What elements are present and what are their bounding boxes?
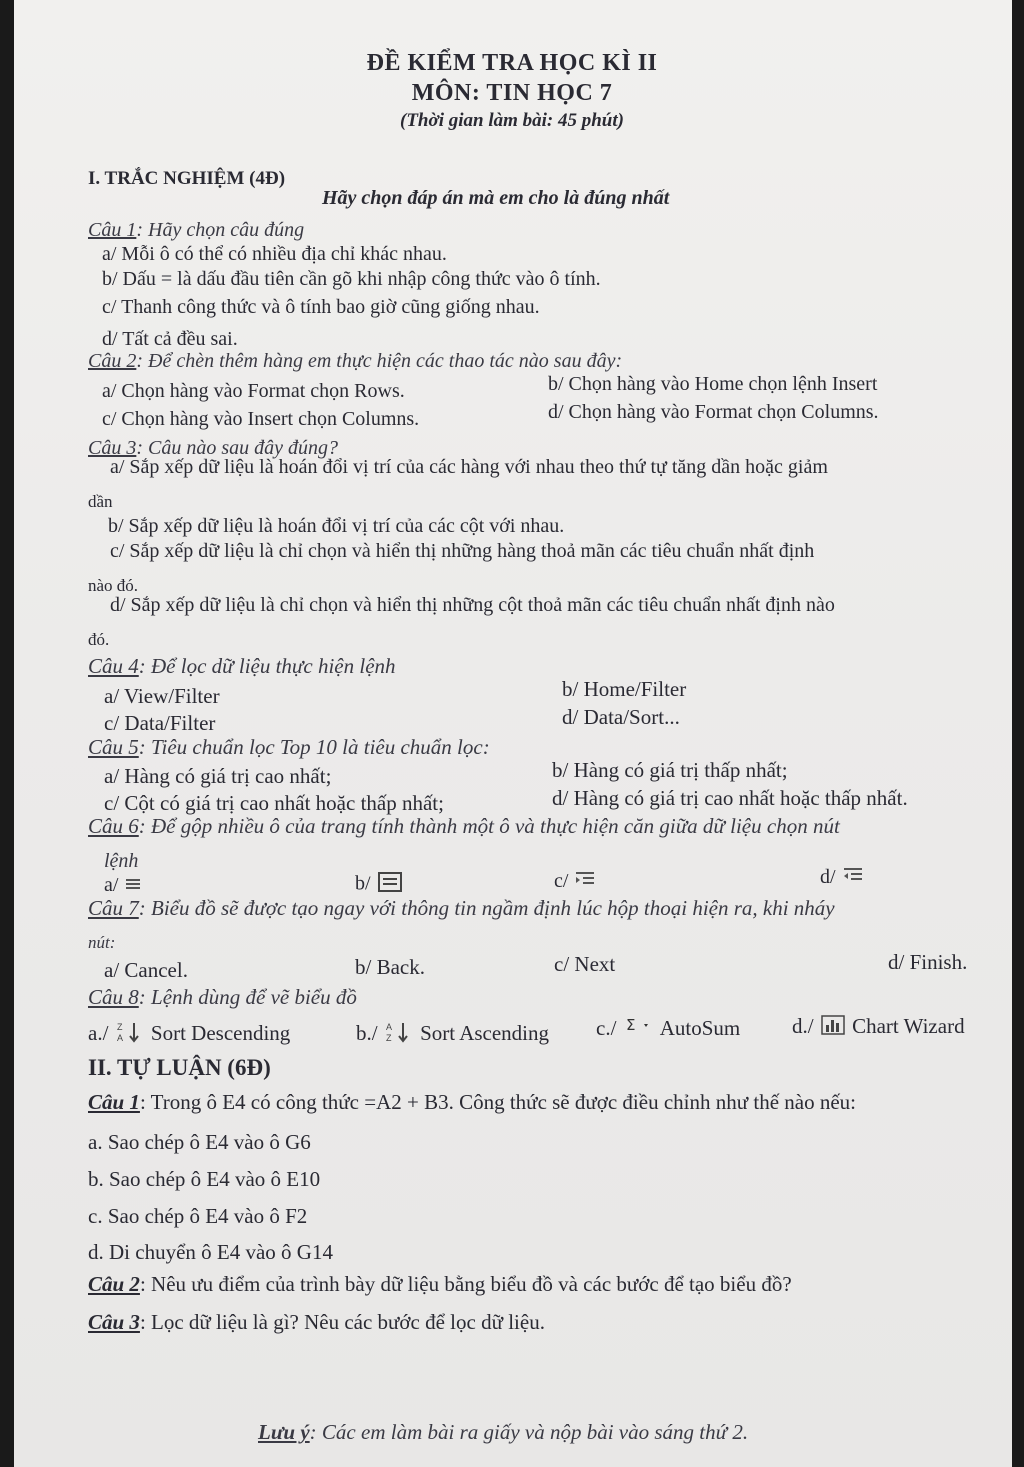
svg-text:Z: Z: [385, 1033, 392, 1043]
q7-prompt-line2: nút:: [88, 933, 116, 952]
q7-option-b: b/ Back.: [355, 955, 425, 979]
essay-q3-prompt: [88, 1310, 545, 1335]
part1-title: I. TRẮC NGHIỆM (4Đ): [88, 168, 286, 189]
q8-option-a-text: Sort Descending: [150, 1020, 291, 1045]
q4-option-a: a/ View/Filter: [104, 684, 220, 708]
essay-q1-prompt: [88, 1090, 856, 1115]
svg-text:Z: Z: [116, 1022, 123, 1032]
autosum-icon: [624, 1016, 654, 1044]
q2-option-b: b/ Chọn hàng vào Home chọn lệnh Insert: [548, 373, 878, 395]
q1-prompt: [88, 219, 304, 242]
q8-option-d: [792, 1014, 965, 1041]
q8-option-a: [88, 1020, 290, 1050]
q3-option-a-line2: dần: [88, 492, 113, 511]
q3-option-c-line1: c/ Sắp xếp dữ liệu là chỉ chọn và hiển thị những hàng thoả mãn các tiêu chuẩn nhất định: [110, 540, 815, 562]
q3-option-d-line1: d/ Sắp xếp dữ liệu là chỉ chọn và hiển thị những cột thoả mãn các tiêu chuẩn nhất định nào: [110, 594, 835, 616]
q8-option-b-label: b./: [356, 1020, 378, 1045]
q6-option-b: [355, 872, 404, 898]
q3-label: Câu 3: [88, 437, 137, 459]
q6-prompt-line2: lệnh: [104, 850, 139, 872]
q6-option-d: [820, 866, 867, 890]
q4-label: Câu 4: [88, 654, 139, 678]
q1-option-a: a/ Mỗi ô có thể có nhiều địa chỉ khác nhau.: [102, 243, 447, 265]
q6-label: Câu 6: [88, 814, 139, 838]
q4-prompt: [88, 654, 396, 679]
decrease-indent-icon: [843, 866, 865, 890]
footer-note-text: : Các em làm bài ra giấy và nộp bài vào sáng thứ 2.: [309, 1420, 749, 1444]
essay-q1-part-d: d. Di chuyển ô E4 vào ô G14: [88, 1240, 333, 1264]
increase-indent-icon: [575, 870, 597, 894]
align-lines-icon: [125, 875, 143, 898]
q7-prompt: [88, 896, 835, 921]
essay-q1-part-c: c. Sao chép ô E4 vào ô F2: [88, 1204, 308, 1228]
q8-prompt: [88, 985, 357, 1010]
q5-option-a: a/ Hàng có giá trị cao nhất;: [104, 764, 332, 788]
q8-option-c-label: c./: [596, 1016, 617, 1040]
q5-prompt: [88, 735, 490, 760]
q8-option-a-label: a./: [88, 1020, 109, 1045]
q1-label: Câu 1: [88, 219, 137, 241]
essay-q1-part-b: b. Sao chép ô E4 vào ô E10: [88, 1167, 321, 1191]
q2-option-d: d/ Chọn hàng vào Format chọn Columns.: [548, 401, 879, 423]
q8-option-c: [596, 1016, 740, 1044]
q6-option-c-label: c/: [554, 870, 569, 892]
q6-option-c: [554, 870, 599, 894]
q2-prompt: [88, 350, 622, 373]
q6-option-b-label: b/: [355, 872, 371, 895]
q2-option-c: c/ Chọn hàng vào Insert chọn Columns.: [102, 408, 420, 430]
q7-option-d: d/ Finish.: [888, 950, 968, 974]
essay-q1-label: Câu 1: [88, 1090, 140, 1114]
sort-descending-icon: [116, 1020, 144, 1050]
q8-option-b-text: Sort Ascending: [420, 1020, 550, 1045]
q3-option-a-line1: a/ Sắp xếp dữ liệu là hoán đổi vị trí của các hàng với nhau theo thứ tự tăng dần hoặc giảm: [110, 456, 828, 478]
time-limit: (Thời gian làm bài: 45 phút): [400, 110, 624, 131]
q8-label: Câu 8: [88, 985, 139, 1009]
q3-option-b: b/ Sắp xếp dữ liệu là hoán đổi vị trí của các cột với nhau.: [108, 515, 565, 537]
svg-text:A: A: [385, 1022, 392, 1032]
q5-option-b: b/ Hàng có giá trị thấp nhất;: [552, 758, 788, 782]
part1-instruction: Hãy chọn đáp án mà em cho là đúng nhất: [322, 187, 670, 209]
svg-text:Σ: Σ: [625, 1016, 636, 1035]
q7-label: Câu 7: [88, 896, 139, 920]
q8-option-d-label: d./: [792, 1014, 814, 1038]
q5-label: Câu 5: [88, 735, 139, 759]
footer-note-label: Lưu ý: [258, 1420, 310, 1444]
q3-option-d-line2: đó.: [88, 630, 110, 649]
essay-q3-label: Câu 3: [88, 1310, 140, 1334]
essay-q1-part-a: a. Sao chép ô E4 vào ô G6: [88, 1130, 311, 1154]
q4-option-d: d/ Data/Sort...: [562, 705, 680, 729]
q5-text: : Tiêu chuẩn lọc Top 10 là tiêu chuẩn lọc:: [138, 735, 490, 759]
exam-title: ĐỀ KIỂM TRA HỌC KÌ II: [366, 50, 658, 76]
q3-text: : Câu nào sau đây đúng?: [136, 437, 339, 459]
q5-option-c: c/ Cột có giá trị cao nhất hoặc thấp nhất;: [104, 791, 444, 815]
essay-q2-prompt: [88, 1272, 792, 1297]
q1-option-d: d/ Tất cả đều sai.: [102, 328, 238, 350]
subject-title: MÔN: TIN HỌC 7: [411, 80, 613, 106]
q7-option-c: c/ Next: [554, 952, 616, 976]
q7-text: : Biểu đồ sẽ được tạo ngay với thông tin ngầm định lúc hộp thoại hiện ra, khi nháy: [138, 896, 835, 920]
q4-option-b: b/ Home/Filter: [562, 677, 687, 701]
q1-text: : Hãy chọn câu đúng: [136, 219, 305, 241]
q6-prompt: [88, 814, 840, 839]
q8-option-c-text: AutoSum: [659, 1016, 741, 1040]
q3-option-c-line2: nào đó.: [88, 576, 139, 595]
q6-option-a: [104, 874, 145, 898]
merge-center-icon: [378, 872, 402, 898]
q8-option-b: [356, 1020, 549, 1050]
q6-option-d-label: d/: [820, 866, 836, 888]
svg-text:A: A: [116, 1033, 123, 1043]
sort-ascending-icon: [385, 1020, 413, 1050]
q2-option-a: a/ Chọn hàng vào Format chọn Rows.: [102, 380, 405, 402]
q2-label: Câu 2: [88, 350, 137, 372]
essay-q2-label: Câu 2: [88, 1272, 140, 1296]
q8-text: : Lệnh dùng để vẽ biểu đồ: [138, 985, 357, 1009]
q7-option-a: a/ Cancel.: [104, 958, 188, 982]
q4-option-c: c/ Data/Filter: [104, 711, 216, 735]
q2-text: : Để chèn thêm hàng em thực hiện các thao tác nào sau đây:: [136, 350, 623, 372]
q4-text: : Để lọc dữ liệu thực hiện lệnh: [138, 654, 396, 678]
q8-option-d-text: Chart Wizard: [852, 1014, 965, 1038]
q6-text: : Để gộp nhiều ô của trang tính thành một ô và thực hiện căn giữa dữ liệu chọn nút: [138, 814, 840, 838]
essay-q2-text: : Nêu ưu điểm của trình bày dữ liệu bằng biểu đồ và các bước để tạo biểu đồ?: [139, 1272, 792, 1296]
part2-title: II. TỰ LUẬN (6Đ): [88, 1055, 271, 1080]
essay-q3-text: : Lọc dữ liệu là gì? Nêu các bước để lọc dữ liệu.: [139, 1310, 545, 1334]
chart-wizard-icon: [821, 1015, 845, 1041]
q6-option-a-label: a/: [104, 874, 119, 896]
essay-q1-text: : Trong ô E4 có công thức =A2 + B3. Công thức sẽ được điều chỉnh như thế nào nếu:: [139, 1090, 857, 1114]
q1-option-b: b/ Dấu = là dấu đầu tiên cần gõ khi nhập công thức vào ô tính.: [102, 268, 601, 290]
q5-option-d: d/ Hàng có giá trị cao nhất hoặc thấp nhất.: [552, 786, 908, 810]
footer-note: [258, 1420, 748, 1445]
q1-option-c: c/ Thanh công thức và ô tính bao giờ cũng giống nhau.: [102, 296, 540, 318]
